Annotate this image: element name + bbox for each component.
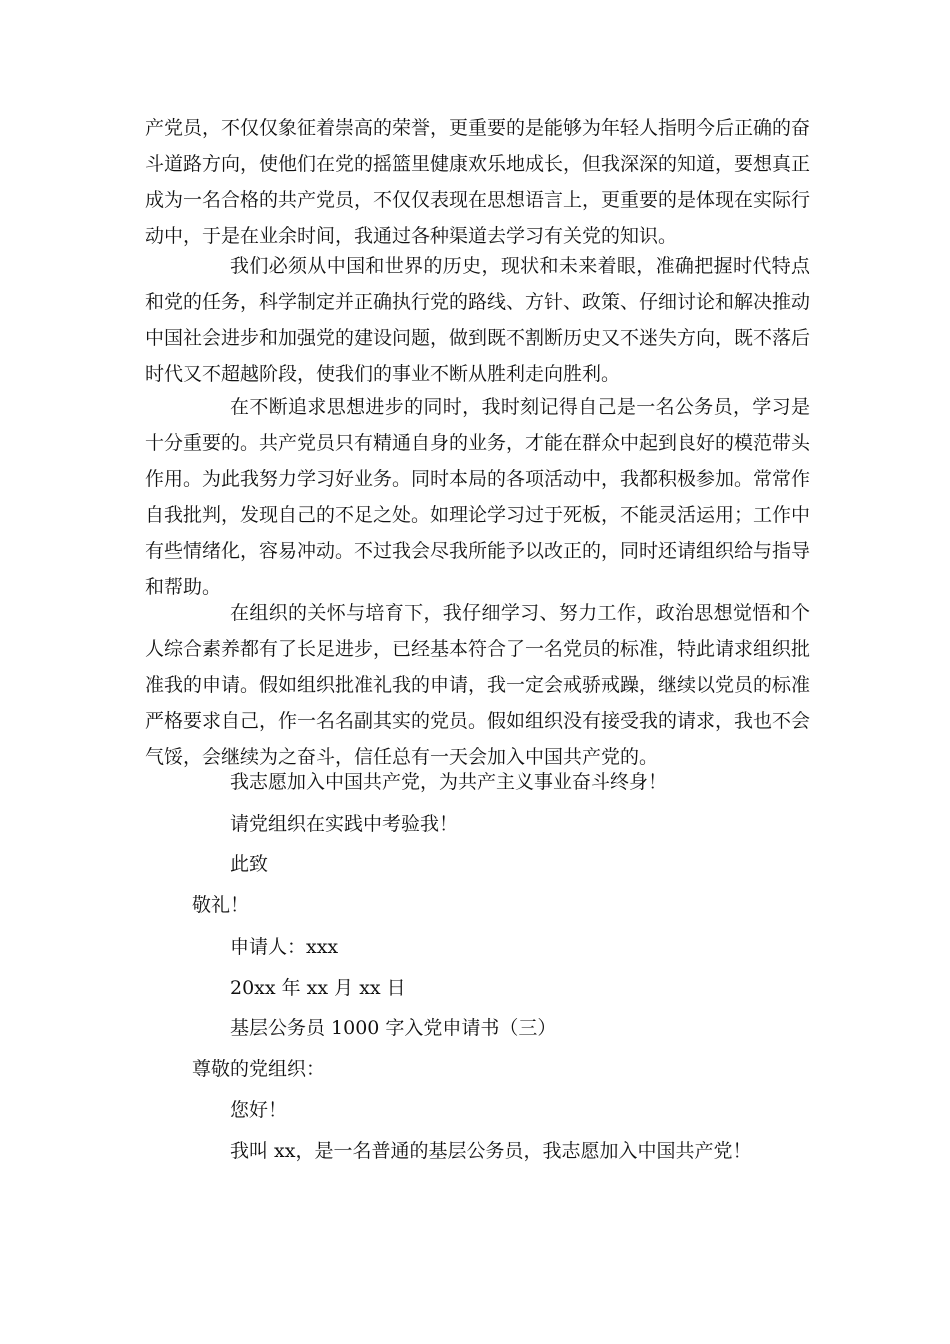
salutation-line: 尊敬的党组织： bbox=[192, 1058, 326, 1080]
closing-jingli: 敬礼！ bbox=[192, 894, 250, 916]
test-line: 请党组织在实践中考验我！ bbox=[230, 813, 459, 835]
paragraph-1: 产党员，不仅仅象征着崇高的荣誉，更重要的是能够为年轻人指明今后正确的奋斗道路方向，使他们在党的摇篮里健康欢乐地成长，但我深深的知道，要想真正成为一名合格的共产党员，不仅仅表现在思想语言上，更重要的是体现在实际行动中，于是在业余时间，我通过各种渠道去学习有关党的知识。 bbox=[145, 117, 811, 247]
greeting-line: 您好！ bbox=[230, 1099, 288, 1121]
paragraph-2: 我们必须从中国和世界的历史，现状和未来着眼，准确把握时代特点和党的任务，科学制定并正确执行党的路线、方针、政策、仔细讨论和解决推动中国社会进步和加强党的建设问题，做到既不割断历史又不迷失方向，既不落后时代又不超越阶段，使我们的事业不断从胜利走向胜利。 bbox=[145, 255, 811, 385]
intro-line: 我叫 xx，是一名普通的基层公务员，我志愿加入中国共产党！ bbox=[230, 1140, 752, 1162]
oath-line: 我志愿加入中国共产党，为共产主义事业奋斗终身！ bbox=[230, 771, 668, 793]
section-title: 基层公务员 1000 字入党申请书（三） bbox=[230, 1017, 557, 1039]
closing-cizhi: 此致 bbox=[230, 853, 269, 875]
paragraph-3: 在不断追求思想进步的同时，我时刻记得自己是一名公务员，学习是十分重要的。共产党员只有精通自身的业务，才能在群众中起到良好的模范带头作用。为此我努力学习好业务。同时本局的各项活动中，我都积极参加。常常作自我批判，发现自己的不足之处。如理论学习过于死板，不能灵活运用；工作中有些情绪化，容易冲动。不过我会尽我所能予以改正的，同时还请组织给与指导和帮助。 bbox=[145, 396, 811, 598]
date-line: 20xx 年 xx 月 xx 日 bbox=[230, 977, 406, 999]
paragraph-4: 在组织的关怀与培育下，我仔细学习、努力工作，政治思想觉悟和个人综合素养都有了长足进步，已经基本符合了一名党员的标准，特此请求组织批准我的申请。假如组织批准礼我的申请，我一定会戒骄戒躁，继续以党员的标准严格要求自己，作一名名副其实的党员。假如组织没有接受我的请求，我也不会气馁，会继续为之奋斗，信任总有一天会加入中国共产党的。 bbox=[145, 602, 811, 768]
applicant-signature: 申请人：xxx bbox=[230, 936, 339, 958]
